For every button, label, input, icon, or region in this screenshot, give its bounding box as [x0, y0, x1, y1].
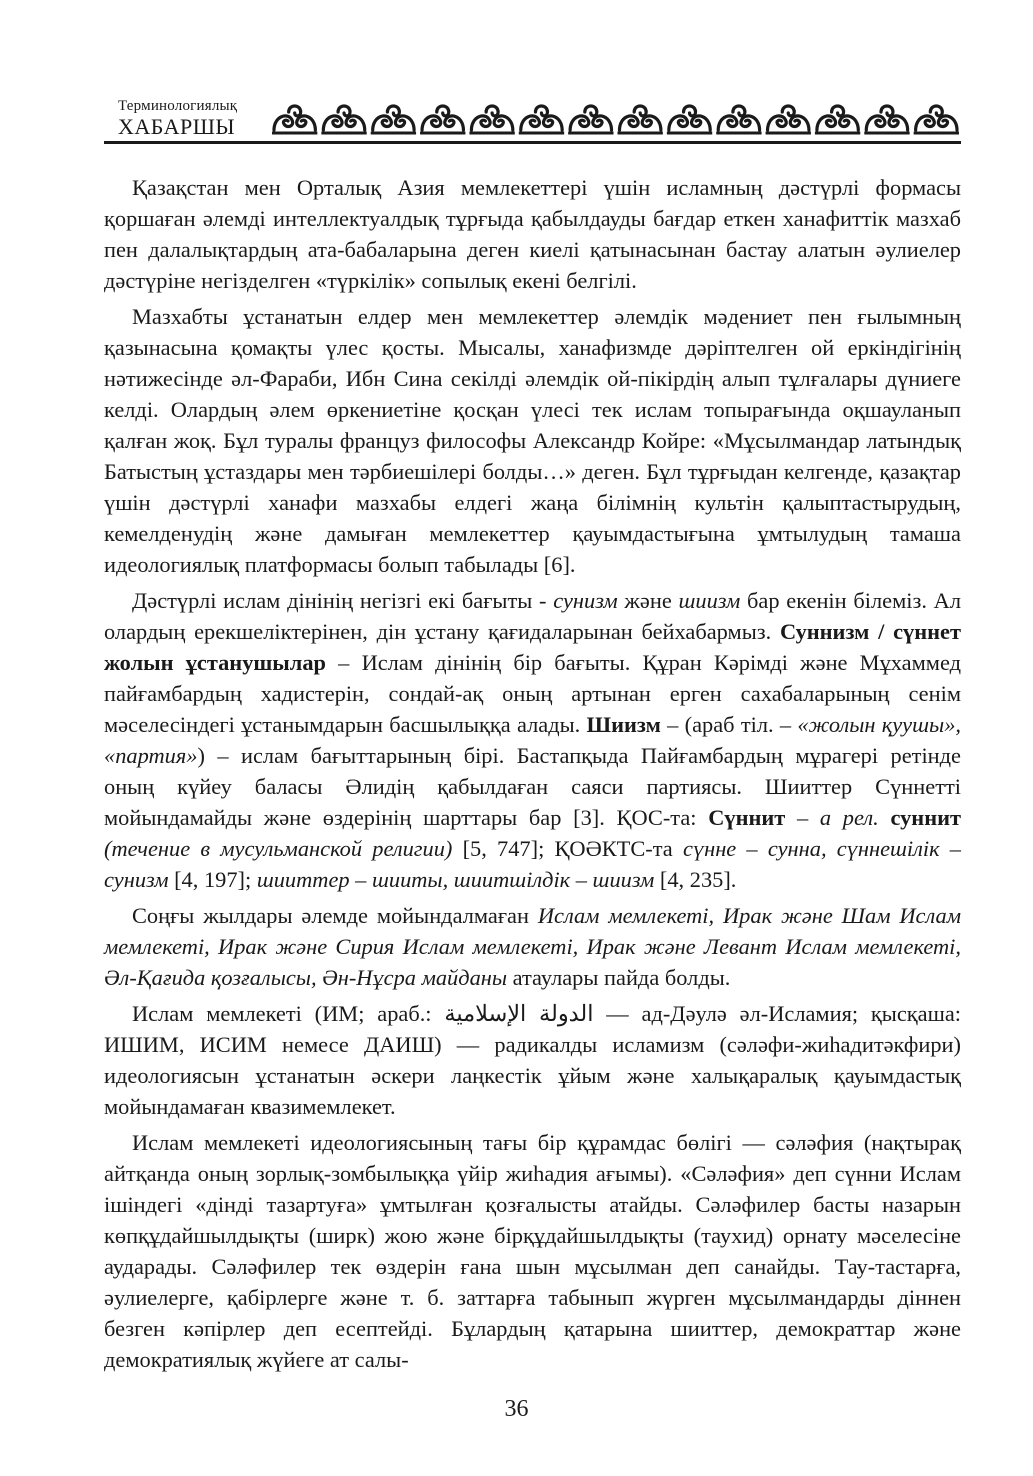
paragraph-6: Ислам мемлекеті идеологиясының тағы бір құрамдас бөлігі — сәләфия (нақтырақ айтқанда оның зорлық-зомбылыққа үйір жиһадия ағымы). «Сәләфия» деп сүнни Ислам ішіндегі «дінді тазартуға» ұмтылған қозғалысты атайды. Сәләфилер басты назарын көпқұдайшылдықты (ширк) жою және бірқұдайшылдықты (таухид) орнату мәселесіне аударады. Сәләфилер тек өздерін ғана шын мұсылман деп санайды. Тау-тастарға, әулиелерге, қабірлерге және т. б. заттарға табынып жүрген мұсылмандарды діннен безген кәпірлер деп есептейді. Бұлардың қатарына шииттер, демократтар және демократиялық жүйеге ат салы-: [104, 1130, 961, 1372]
term-gloss: шииттер – шииты, шиитшілдік – шиизм: [256, 867, 655, 892]
ornament-motif-icon: [272, 106, 317, 133]
ornament-motif-icon: [519, 106, 564, 133]
text-run: атаулары пайда болды.: [507, 965, 731, 990]
ornament-motif-icon: [321, 106, 366, 133]
text-run: – Ислам дінінің бір бағыты. Құран Кәрімді және Мұхаммед пайғамбардың хадистерін, сондай-ақ оның артынан ерген сахабаларының сенім мәселесіндегі ұстанымдарын басшылыққа алады.: [104, 650, 961, 737]
term-sunnism: сунизм: [553, 588, 618, 613]
page-number: 36: [504, 1396, 529, 1422]
text-run: [879, 805, 891, 830]
ornament-motif-icon: [371, 106, 416, 133]
text-run: және: [617, 588, 679, 613]
journal-title-line2: ХАБАРШЫ: [118, 114, 236, 139]
ornament-motif-icon: [618, 106, 663, 133]
ornament-motif-icon: [864, 106, 909, 133]
journal-title-line1: Терминологиялық: [118, 98, 238, 114]
term-shiism: шиизм: [678, 588, 741, 613]
text-run: – (араб тіл. –: [660, 712, 798, 737]
text-run: [4, 235].: [654, 867, 737, 892]
ornament-motif-icon: [914, 106, 959, 133]
paragraph-3: [104, 585, 961, 895]
ornament-motif-icon: [667, 106, 712, 133]
body-text: [104, 172, 961, 1380]
text-run: [5, 747]; ҚОӘКТС-та: [452, 836, 683, 861]
ornament-motif-icon: [815, 106, 860, 133]
paragraph-4: [104, 900, 961, 993]
ornament-band-icon: [270, 100, 961, 138]
term-heading-sunnism: Суннизм / сүннет жолын ұстанушылар: [104, 619, 961, 675]
text-run: ) – ислам бағыттарының бірі. Бастапқыда Пайғамбардың мұрагері ретінде оның күйеу баласы Әлидің қабылдаған саяси партиясы. Шииттер Сүннетті мойындамайды және өздерінің шарттары бар [3]. ҚОС-та:: [104, 743, 961, 830]
term-translation: «жолын қуушы», «партия»: [104, 712, 961, 768]
paragraph-1: Қазақстан мен Орталық Азия мемлекеттері үшін исламның дәстүрлі формасы қоршаған әлемді интеллектуалдық тұрғыда қабылдауды бағдар еткен ханафиттік мазхаб пен далалықтардың ата-бабаларына деген киелі қатынасынан бастау алатын әулиелер дәстүріне негізделген «түркілік» сопылық екені белгілі.: [104, 175, 961, 293]
ornament-motif-icon: [469, 106, 514, 133]
ornament-motif-icon: [766, 106, 811, 133]
ornament-motif-icon: [716, 106, 761, 133]
text-run: –: [785, 805, 820, 830]
organization-names: Ислам мемлекеті, Ирак және Шам Ислам мемлекеті, Ирак және Сирия Ислам мемлекеті, Ирак және Левант Ислам мемлекеті, Әл-Қағида қозғалысы, Ән-Нұсра майданы: [104, 903, 961, 990]
term-sunnit-ru: суннит: [890, 805, 961, 830]
paragraph-5: Ислам мемлекеті (ИМ; араб.: الدولة الإسلامية — ад-Дәулә әл-Исламия; қысқаша: ИШИМ, ИСИМ немесе ДАИШ) — радикалды исламизм (сәләфи-жиһадитәкфири) идеологиясын ұстанатын әскери лаңкестік ұйым және халықаралық қауымдастық мойындамаған квазимемлекет.: [104, 1001, 962, 1119]
term-sunnit: Сүннит: [708, 805, 786, 830]
term-gloss: сүнне – сунна, сүннешілік – сунизм: [104, 836, 961, 892]
text-run: [4, 197];: [168, 867, 257, 892]
text-run: бар екенін білеміз. Ал олардың ерекшеліктерінен, дін ұстану қағидаларынан бейхабармыз.: [104, 588, 961, 644]
header-rule: [104, 141, 961, 144]
ornament-motif-icon: [568, 106, 613, 133]
term-gloss: (течение в мусульманской религии): [104, 836, 453, 861]
ornament-motif-icon: [420, 106, 465, 133]
term-abbrev: а рел.: [819, 805, 879, 830]
term-heading-shiism: Шиизм: [586, 712, 661, 737]
text-run: Дәстүрлі ислам дінінің негізгі екі бағыты -: [132, 588, 554, 613]
paragraph-2: Мазхабты ұстанатын елдер мен мемлекеттер әлемдік мәдениет пен ғылымның қазынасына қомақты үлес қосты. Мысалы, ханафизмде дәріптелген ой еркіндігінің нәтижесінде әл-Фараби, Ибн Сина секілді әлемдік ой-пікірдің алып тұлғалары дүниеге келді. Олардың әлем өркениетіне қосқан үлесі тек ислам топырағында оқшауланып қалған жоқ. Бұл туралы француз философы Александр Койре: «Мұсылмандар латындық Батыстың ұстаздары мен тәрбиешілері болды…» деген. Бұл тұрғыдан келгенде, қазақтар үшін дәстүрлі ханафи мазхабы елдегі жаңа білімнің культін қалыптастырудың, кемелденудің және дамыған мемлекеттер қауымдастығына ұмтылудың тамаша идеологиялық платформасы болып табылады [6].: [104, 304, 961, 577]
text-run: Соңғы жылдары әлемде мойындалмаған: [132, 903, 538, 928]
running-header: [104, 98, 961, 144]
